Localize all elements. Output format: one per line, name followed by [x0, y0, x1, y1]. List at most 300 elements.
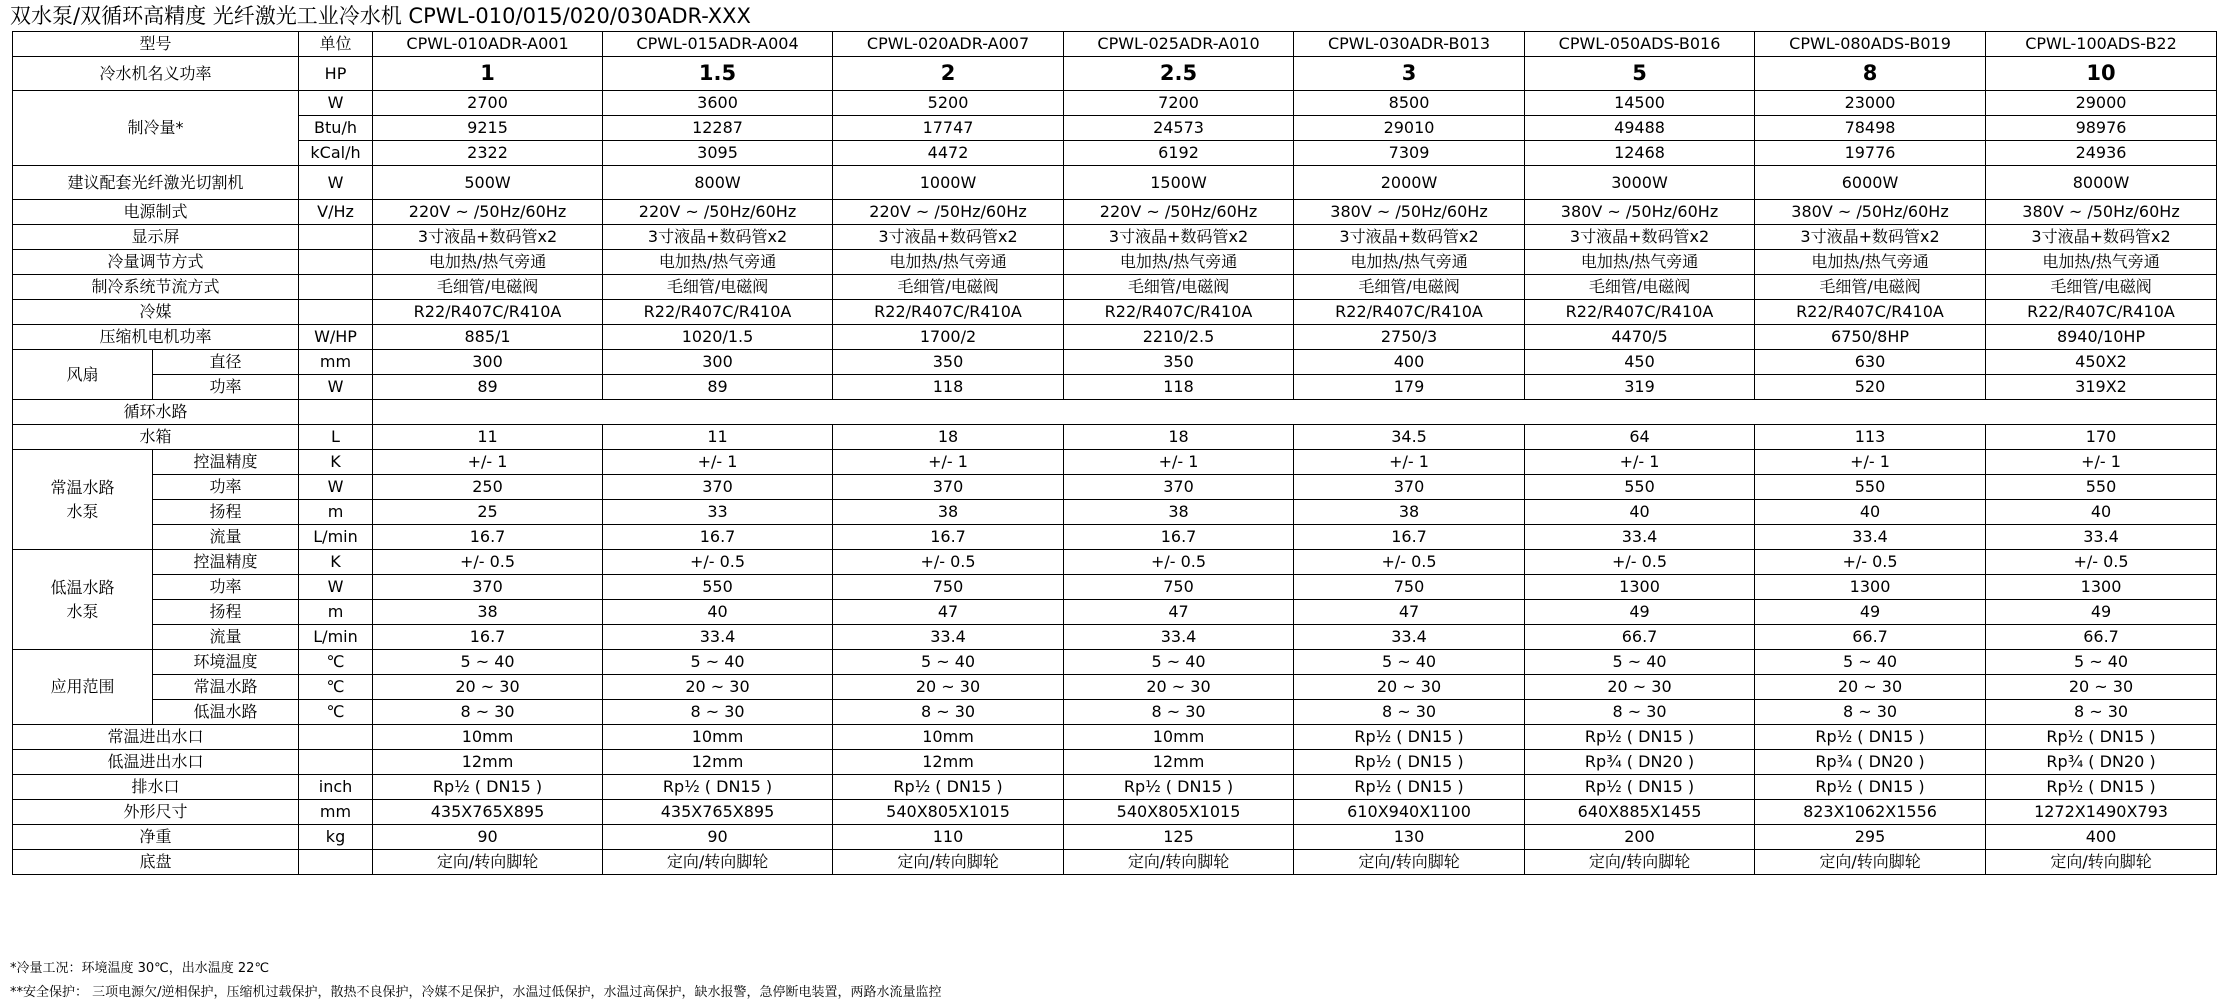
value-cell: 4472	[833, 141, 1064, 166]
value-cell: R22/R407C/R410A	[1064, 300, 1294, 325]
value-cell: 40	[603, 600, 833, 625]
value-cell: Rp½ ( DN15 )	[833, 775, 1064, 800]
table-row	[13, 625, 2217, 650]
row-label: 循环水路	[13, 400, 299, 425]
table-row	[13, 275, 2217, 300]
table-row	[13, 775, 2217, 800]
value-cell: 400	[1986, 825, 2217, 850]
value-cell: 33.4	[1294, 625, 1525, 650]
value-cell: Rp½ ( DN15 )	[1294, 750, 1525, 775]
row-unit: m	[299, 500, 373, 525]
header-model-label: 型号	[13, 32, 299, 57]
value-cell: 定向/转向脚轮	[1986, 850, 2217, 875]
row-label: 冷水机名义功率	[13, 57, 299, 91]
value-cell: 220V ~ /50Hz/60Hz	[373, 200, 603, 225]
value-cell: +/- 1	[373, 450, 603, 475]
value-cell: 380V ~ /50Hz/60Hz	[1294, 200, 1525, 225]
value-cell: 电加热/热气旁通	[1755, 250, 1986, 275]
value-cell: 3寸液晶+数码管x2	[603, 225, 833, 250]
table-row	[13, 550, 2217, 575]
value-cell: 450X2	[1986, 350, 2217, 375]
value-cell: 118	[833, 375, 1064, 400]
value-cell: 20 ~ 30	[833, 675, 1064, 700]
value-cell: 毛细管/电磁阀	[1064, 275, 1294, 300]
model-name: CPWL-010ADR-A001	[373, 32, 603, 57]
value-cell: 66.7	[1986, 625, 2217, 650]
row-unit	[299, 750, 373, 775]
value-cell: 220V ~ /50Hz/60Hz	[1064, 200, 1294, 225]
value-cell: 毛细管/电磁阀	[603, 275, 833, 300]
value-cell: 16.7	[833, 525, 1064, 550]
value-cell: 66.7	[1755, 625, 1986, 650]
table-row	[13, 225, 2217, 250]
value-cell: 2210/2.5	[1064, 325, 1294, 350]
value-cell: 220V ~ /50Hz/60Hz	[603, 200, 833, 225]
value-cell: 毛细管/电磁阀	[833, 275, 1064, 300]
value-cell: 750	[833, 575, 1064, 600]
value-cell: Rp¾ ( DN20 )	[1525, 750, 1755, 775]
value-cell: R22/R407C/R410A	[1755, 300, 1986, 325]
value-cell: 49	[1986, 600, 2217, 625]
value-cell: 29000	[1986, 91, 2217, 116]
value-cell: 179	[1294, 375, 1525, 400]
table-row	[13, 141, 2217, 166]
value-cell: 3095	[603, 141, 833, 166]
value-cell: 33.4	[1755, 525, 1986, 550]
value-cell: 90	[603, 825, 833, 850]
value-cell: +/- 1	[1986, 450, 2217, 475]
model-name: CPWL-100ADS-B22	[1986, 32, 2217, 57]
row-unit: W	[299, 91, 373, 116]
value-cell: 885/1	[373, 325, 603, 350]
row-label: 常温进出水口	[13, 725, 299, 750]
value-cell: 20 ~ 30	[1755, 675, 1986, 700]
value-cell: 电加热/热气旁通	[373, 250, 603, 275]
row-label: 显示屏	[13, 225, 299, 250]
table-row	[13, 375, 2217, 400]
value-cell: +/- 0.5	[1986, 550, 2217, 575]
value-cell: 20 ~ 30	[1986, 675, 2217, 700]
row-unit: W	[299, 475, 373, 500]
value-cell: 40	[1525, 500, 1755, 525]
value-cell: 12mm	[373, 750, 603, 775]
model-name: CPWL-030ADR-B013	[1294, 32, 1525, 57]
model-name: CPWL-015ADR-A004	[603, 32, 833, 57]
value-cell: 12mm	[603, 750, 833, 775]
value-cell: +/- 1	[1064, 450, 1294, 475]
value-cell: 3寸液晶+数码管x2	[1986, 225, 2217, 250]
table-row	[13, 250, 2217, 275]
spec-table	[12, 31, 2217, 875]
value-cell: +/- 0.5	[1525, 550, 1755, 575]
value-cell: 5 ~ 40	[1755, 650, 1986, 675]
value-cell: 5 ~ 40	[1525, 650, 1755, 675]
row-unit: L/min	[299, 625, 373, 650]
value-cell: 毛细管/电磁阀	[373, 275, 603, 300]
value-cell: +/- 1	[1755, 450, 1986, 475]
value-cell: 定向/转向脚轮	[373, 850, 603, 875]
value-cell: 220V ~ /50Hz/60Hz	[833, 200, 1064, 225]
row-label: 压缩机电机功率	[13, 325, 299, 350]
row-unit: ℃	[299, 650, 373, 675]
value-cell: 47	[1064, 600, 1294, 625]
value-cell: Rp½ ( DN15 )	[603, 775, 833, 800]
row-label: 流量	[153, 625, 299, 650]
value-cell: 3寸液晶+数码管x2	[1525, 225, 1755, 250]
value-cell: 3寸液晶+数码管x2	[373, 225, 603, 250]
table-row	[13, 400, 2217, 425]
value-cell: 1500W	[1064, 166, 1294, 200]
value-cell: 电加热/热气旁通	[1064, 250, 1294, 275]
value-cell: 20 ~ 30	[1064, 675, 1294, 700]
value-cell: 540X805X1015	[833, 800, 1064, 825]
value-cell: 5 ~ 40	[833, 650, 1064, 675]
value-cell: 1300	[1986, 575, 2217, 600]
value-cell: 20 ~ 30	[373, 675, 603, 700]
row-label: 直径	[153, 350, 299, 375]
table-row	[13, 650, 2217, 675]
value-cell: 8940/10HP	[1986, 325, 2217, 350]
value-cell: 450	[1525, 350, 1755, 375]
value-cell: 电加热/热气旁通	[1294, 250, 1525, 275]
value-cell: Rp½ ( DN15 )	[1755, 775, 1986, 800]
value-cell: 3600	[603, 91, 833, 116]
value-cell: 5 ~ 40	[373, 650, 603, 675]
value-cell: 118	[1064, 375, 1294, 400]
row-label: 排水口	[13, 775, 299, 800]
value-cell: 定向/转向脚轮	[833, 850, 1064, 875]
value-cell: 毛细管/电磁阀	[1986, 275, 2217, 300]
row-unit: inch	[299, 775, 373, 800]
value-cell: +/- 1	[1294, 450, 1525, 475]
value-cell: 5 ~ 40	[1064, 650, 1294, 675]
row-label: 控温精度	[153, 550, 299, 575]
row-unit: mm	[299, 350, 373, 375]
value-cell: 38	[833, 500, 1064, 525]
value-cell: 7309	[1294, 141, 1525, 166]
value-cell: 电加热/热气旁通	[833, 250, 1064, 275]
value-cell: 33.4	[1064, 625, 1294, 650]
value-cell: 2	[833, 57, 1064, 91]
value-cell: 3	[1294, 57, 1525, 91]
value-cell: 300	[603, 350, 833, 375]
value-cell: 40	[1755, 500, 1986, 525]
value-cell: 3寸液晶+数码管x2	[1755, 225, 1986, 250]
value-cell: 11	[373, 425, 603, 450]
value-cell: 350	[1064, 350, 1294, 375]
value-cell: 78498	[1755, 116, 1986, 141]
header-row	[13, 32, 2217, 57]
value-cell: 49	[1525, 600, 1755, 625]
table-row	[13, 450, 2217, 475]
value-cell: 10mm	[373, 725, 603, 750]
value-cell: 113	[1755, 425, 1986, 450]
header-unit-label: 单位	[299, 32, 373, 57]
value-cell: +/- 0.5	[833, 550, 1064, 575]
row-label: 环境温度	[153, 650, 299, 675]
value-cell: 25	[373, 500, 603, 525]
value-cell: 370	[603, 475, 833, 500]
value-cell: 1700/2	[833, 325, 1064, 350]
value-cell: 200	[1525, 825, 1755, 850]
value-cell: 20 ~ 30	[603, 675, 833, 700]
value-cell: 550	[1986, 475, 2217, 500]
value-cell: 8 ~ 30	[603, 700, 833, 725]
value-cell: 370	[1064, 475, 1294, 500]
value-cell: 20 ~ 30	[1525, 675, 1755, 700]
value-cell: 定向/转向脚轮	[1294, 850, 1525, 875]
value-cell: 3寸液晶+数码管x2	[833, 225, 1064, 250]
table-row	[13, 525, 2217, 550]
table-row	[13, 750, 2217, 775]
value-cell: 17747	[833, 116, 1064, 141]
row-label: 水箱	[13, 425, 299, 450]
value-cell: 5 ~ 40	[1986, 650, 2217, 675]
value-cell: 1300	[1755, 575, 1986, 600]
value-cell: 7200	[1064, 91, 1294, 116]
table-row	[13, 300, 2217, 325]
row-label: 冷量调节方式	[13, 250, 299, 275]
model-name: CPWL-080ADS-B019	[1755, 32, 1986, 57]
value-cell: 125	[1064, 825, 1294, 850]
row-unit: kCal/h	[299, 141, 373, 166]
value-cell: +/- 1	[603, 450, 833, 475]
group-label: 低温水路 水泵	[13, 550, 153, 650]
row-unit: Btu/h	[299, 116, 373, 141]
value-cell: 8 ~ 30	[833, 700, 1064, 725]
value-cell: 10mm	[1064, 725, 1294, 750]
value-cell: 435X765X895	[373, 800, 603, 825]
value-cell: Rp½ ( DN15 )	[1064, 775, 1294, 800]
value-cell: 300	[373, 350, 603, 375]
table-row	[13, 500, 2217, 525]
footnotes	[10, 957, 942, 1005]
value-cell: 8 ~ 30	[373, 700, 603, 725]
empty-section-cell	[373, 400, 2217, 425]
value-cell: R22/R407C/R410A	[1294, 300, 1525, 325]
value-cell: 电加热/热气旁通	[603, 250, 833, 275]
row-label: 外形尺寸	[13, 800, 299, 825]
row-unit: W	[299, 166, 373, 200]
value-cell: 350	[833, 350, 1064, 375]
value-cell: 89	[603, 375, 833, 400]
value-cell: 34.5	[1294, 425, 1525, 450]
value-cell: 110	[833, 825, 1064, 850]
footnote-safety-protection: **安全保护： 三项电源欠/逆相保护，压缩机过载保护，散热不良保护，冷媒不足保护，水温过低保护，水温过高保护，缺水报警，急停断电装置，两路水流量监控	[10, 985, 942, 1000]
table-row	[13, 200, 2217, 225]
value-cell: R22/R407C/R410A	[373, 300, 603, 325]
table-row	[13, 725, 2217, 750]
table-row	[13, 116, 2217, 141]
value-cell: 33.4	[1525, 525, 1755, 550]
row-label: 电源制式	[13, 200, 299, 225]
value-cell: 12mm	[833, 750, 1064, 775]
value-cell: 2700	[373, 91, 603, 116]
value-cell: 500W	[373, 166, 603, 200]
table-row	[13, 57, 2217, 91]
value-cell: R22/R407C/R410A	[603, 300, 833, 325]
sheet-title: 双水泵/双循环高精度 光纤激光工业冷水机 CPWL-010/015/020/030ADR-XXX	[10, 4, 751, 28]
row-label: 建议配套光纤激光切割机	[13, 166, 299, 200]
value-cell: Rp½ ( DN15 )	[1986, 725, 2217, 750]
value-cell: 8500	[1294, 91, 1525, 116]
row-label: 流量	[153, 525, 299, 550]
value-cell: 550	[1525, 475, 1755, 500]
value-cell: 38	[1064, 500, 1294, 525]
value-cell: R22/R407C/R410A	[833, 300, 1064, 325]
value-cell: Rp½ ( DN15 )	[373, 775, 603, 800]
value-cell: +/- 0.5	[603, 550, 833, 575]
value-cell: +/- 0.5	[1755, 550, 1986, 575]
value-cell: 1300	[1525, 575, 1755, 600]
value-cell: 8 ~ 30	[1755, 700, 1986, 725]
value-cell: +/- 1	[1525, 450, 1755, 475]
value-cell: 10	[1986, 57, 2217, 91]
row-unit: W/HP	[299, 325, 373, 350]
value-cell: 毛细管/电磁阀	[1525, 275, 1755, 300]
value-cell: 毛细管/电磁阀	[1294, 275, 1525, 300]
row-unit: ℃	[299, 675, 373, 700]
value-cell: 295	[1755, 825, 1986, 850]
value-cell: 90	[373, 825, 603, 850]
value-cell: Rp½ ( DN15 )	[1294, 775, 1525, 800]
row-unit: L	[299, 425, 373, 450]
value-cell: 400	[1294, 350, 1525, 375]
value-cell: 4470/5	[1525, 325, 1755, 350]
value-cell: 24573	[1064, 116, 1294, 141]
row-unit	[299, 225, 373, 250]
row-label: 低温水路	[153, 700, 299, 725]
row-unit: K	[299, 550, 373, 575]
value-cell: 5 ~ 40	[603, 650, 833, 675]
value-cell: 12287	[603, 116, 833, 141]
value-cell: 38	[1294, 500, 1525, 525]
value-cell: 800W	[603, 166, 833, 200]
value-cell: 47	[1294, 600, 1525, 625]
table-row	[13, 850, 2217, 875]
group-label: 应用范围	[13, 650, 153, 725]
table-row	[13, 425, 2217, 450]
value-cell: 16.7	[373, 625, 603, 650]
value-cell: 2750/3	[1294, 325, 1525, 350]
value-cell: 38	[373, 600, 603, 625]
value-cell: 640X885X1455	[1525, 800, 1755, 825]
value-cell: 8 ~ 30	[1525, 700, 1755, 725]
value-cell: 定向/转向脚轮	[1525, 850, 1755, 875]
value-cell: Rp½ ( DN15 )	[1755, 725, 1986, 750]
value-cell: 5	[1525, 57, 1755, 91]
value-cell: 定向/转向脚轮	[603, 850, 833, 875]
value-cell: Rp½ ( DN15 )	[1986, 775, 2217, 800]
value-cell: +/- 0.5	[1294, 550, 1525, 575]
value-cell: 47	[833, 600, 1064, 625]
value-cell: 6192	[1064, 141, 1294, 166]
table-row	[13, 675, 2217, 700]
row-unit: kg	[299, 825, 373, 850]
value-cell: +/- 0.5	[373, 550, 603, 575]
row-label: 常温水路	[153, 675, 299, 700]
value-cell: 750	[1064, 575, 1294, 600]
footnote-cooling-condition: *冷量工况：环境温度 30℃，出水温度 22℃	[10, 961, 270, 976]
value-cell: 380V ~ /50Hz/60Hz	[1755, 200, 1986, 225]
row-unit	[299, 300, 373, 325]
value-cell: 9215	[373, 116, 603, 141]
value-cell: 1.5	[603, 57, 833, 91]
table-row	[13, 91, 2217, 116]
row-unit: m	[299, 600, 373, 625]
value-cell: R22/R407C/R410A	[1525, 300, 1755, 325]
table-row	[13, 700, 2217, 725]
value-cell: Rp½ ( DN15 )	[1525, 725, 1755, 750]
value-cell: 130	[1294, 825, 1525, 850]
value-cell: 12mm	[1064, 750, 1294, 775]
value-cell: Rp¾ ( DN20 )	[1755, 750, 1986, 775]
value-cell: 12468	[1525, 141, 1755, 166]
table-row	[13, 475, 2217, 500]
row-label: 控温精度	[153, 450, 299, 475]
value-cell: 8000W	[1986, 166, 2217, 200]
value-cell: 18	[1064, 425, 1294, 450]
value-cell: 16.7	[603, 525, 833, 550]
row-unit: ℃	[299, 700, 373, 725]
value-cell: 2322	[373, 141, 603, 166]
table-row	[13, 166, 2217, 200]
value-cell: 14500	[1525, 91, 1755, 116]
row-label: 扬程	[153, 500, 299, 525]
value-cell: 5200	[833, 91, 1064, 116]
value-cell: 33.4	[1986, 525, 2217, 550]
value-cell: 定向/转向脚轮	[1755, 850, 1986, 875]
value-cell: +/- 0.5	[1064, 550, 1294, 575]
row-unit: L/min	[299, 525, 373, 550]
value-cell: 520	[1755, 375, 1986, 400]
value-cell: 319X2	[1986, 375, 2217, 400]
value-cell: 16.7	[373, 525, 603, 550]
value-cell: +/- 1	[833, 450, 1064, 475]
row-label: 底盘	[13, 850, 299, 875]
value-cell: 435X765X895	[603, 800, 833, 825]
row-label: 功率	[153, 575, 299, 600]
value-cell: 16.7	[1064, 525, 1294, 550]
row-unit	[299, 850, 373, 875]
value-cell: 11	[603, 425, 833, 450]
table-row	[13, 825, 2217, 850]
value-cell: Rp½ ( DN15 )	[1525, 775, 1755, 800]
value-cell: 1	[373, 57, 603, 91]
value-cell: 1020/1.5	[603, 325, 833, 350]
value-cell: 23000	[1755, 91, 1986, 116]
table-row	[13, 575, 2217, 600]
table-row	[13, 350, 2217, 375]
value-cell: 49	[1755, 600, 1986, 625]
value-cell: 2000W	[1294, 166, 1525, 200]
value-cell: 550	[1755, 475, 1986, 500]
value-cell: 8	[1755, 57, 1986, 91]
value-cell: 8 ~ 30	[1294, 700, 1525, 725]
value-cell: 370	[373, 575, 603, 600]
value-cell: 250	[373, 475, 603, 500]
value-cell: 40	[1986, 500, 2217, 525]
value-cell: 370	[833, 475, 1064, 500]
value-cell: 33	[603, 500, 833, 525]
value-cell: 6750/8HP	[1755, 325, 1986, 350]
value-cell: 10mm	[603, 725, 833, 750]
value-cell: 19776	[1755, 141, 1986, 166]
value-cell: 5 ~ 40	[1294, 650, 1525, 675]
value-cell: 29010	[1294, 116, 1525, 141]
value-cell: 10mm	[833, 725, 1064, 750]
value-cell: 170	[1986, 425, 2217, 450]
